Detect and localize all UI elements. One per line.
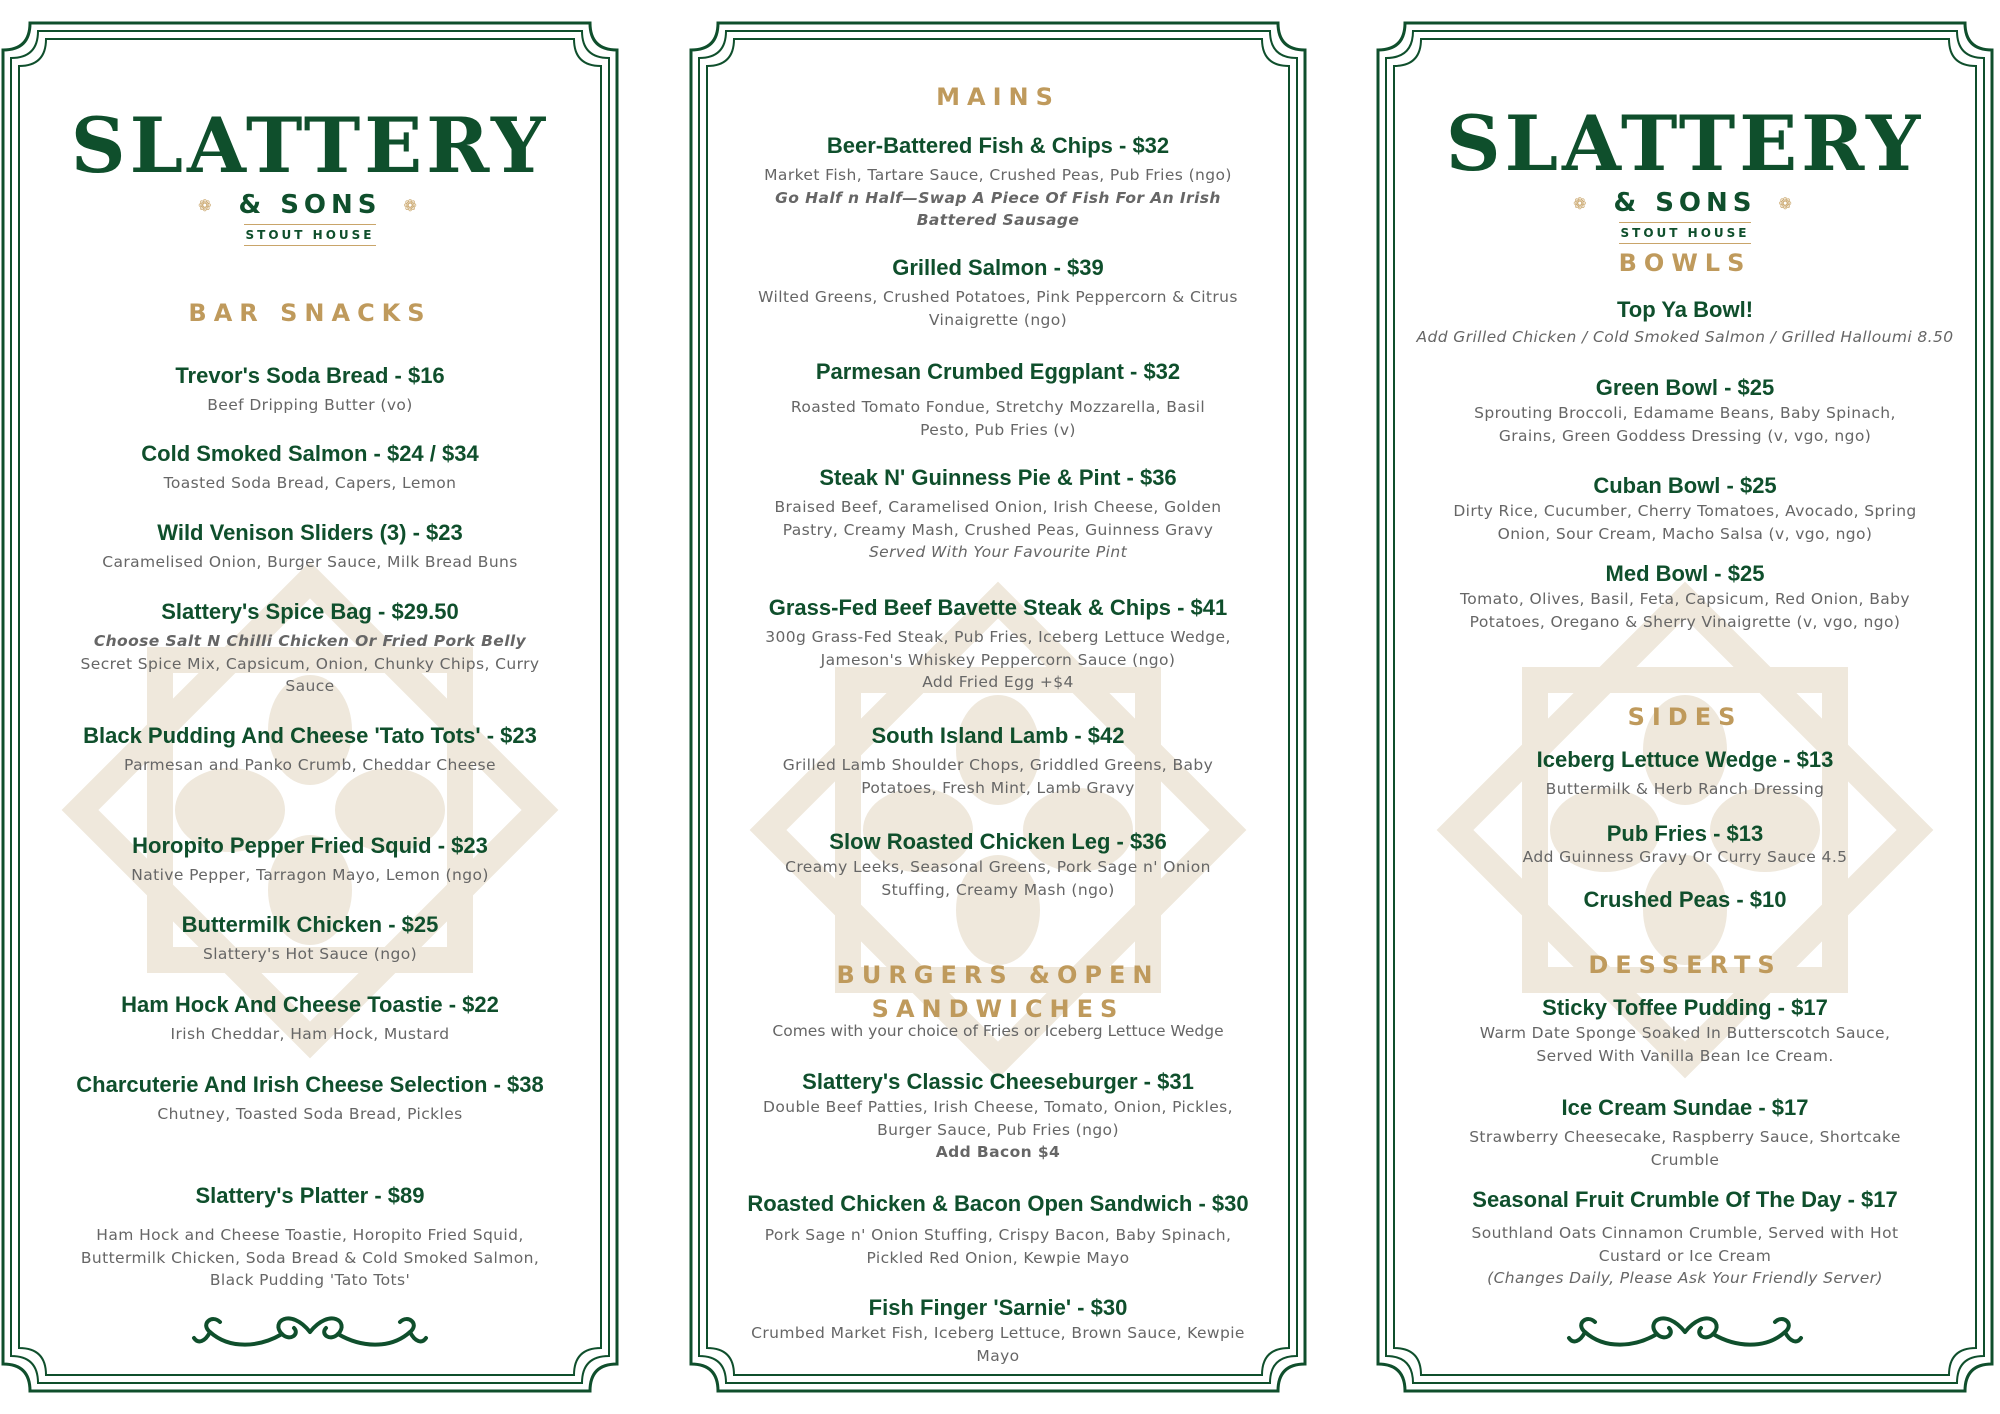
- section-title-bowls: BOWLS: [1618, 249, 1752, 277]
- item-name: Crushed Peas - $10: [1583, 887, 1787, 912]
- item-desc: Toasted Soda Bread, Capers, Lemon: [163, 474, 457, 492]
- item-name: Steak N' Guinness Pie & Pint - $36: [819, 465, 1177, 490]
- rose-icon: ❁: [403, 196, 422, 215]
- menu-item: [728, 1294, 1268, 1367]
- item-note: Add Grilled Chicken / Cold Smoked Salmon / Grilled Halloumi 8.50: [1416, 328, 1954, 346]
- item-desc: Slattery's Hot Sauce (ngo): [202, 945, 418, 963]
- item-name: Top Ya Bowl!: [1616, 297, 1754, 322]
- item-desc: Native Pepper, Tarragon Mayo, Lemon (ngo): [131, 866, 489, 884]
- menu-item: [728, 594, 1268, 694]
- item-name: Sticky Toffee Pudding - $17: [1542, 995, 1828, 1020]
- item-name: Grilled Salmon - $39: [892, 255, 1104, 280]
- item-name: Buttermilk Chicken - $25: [181, 912, 439, 937]
- item-desc: Beef Dripping Butter (vo): [207, 396, 413, 414]
- item-name: Slattery's Platter - $89: [195, 1183, 425, 1208]
- menu-item: [1415, 746, 1955, 801]
- item-extra: Add Fried Egg +$4: [922, 673, 1074, 691]
- item-desc: Southland Oats Cinnamon Crumble, Served with Hot Custard or Ice Cream: [1471, 1224, 1899, 1265]
- item-desc: Strawberry Cheesecake, Raspberry Sauce, Shortcake Crumble: [1469, 1128, 1901, 1169]
- item-desc: Ham Hock and Cheese Toastie, Horopito Fried Squid, Buttermilk Chicken, Soda Bread & Cold Smoked Salmon, Black Pudding 'Tato Tots': [80, 1226, 540, 1289]
- menu-item: [1415, 886, 1955, 914]
- menu-item: [728, 254, 1268, 331]
- menu-item: [40, 991, 580, 1046]
- section-title-desserts: DESSERTS: [1588, 951, 1782, 979]
- item-desc: Irish Cheddar, Ham Hock, Mustard: [170, 1025, 450, 1043]
- menu-item: [40, 598, 580, 698]
- item-name: Horopito Pepper Fried Squid - $23: [132, 833, 488, 858]
- section-note: Comes with your choice of Fries or Iceberg Lettuce Wedge: [772, 1022, 1224, 1040]
- menu-item: [40, 832, 580, 887]
- item-name: Grass-Fed Beef Bavette Steak & Chips - $41: [768, 595, 1228, 620]
- item-desc: Grilled Lamb Shoulder Chops, Griddled Greens, Baby Potatoes, Fresh Mint, Lamb Gravy: [782, 756, 1214, 797]
- menu-item: [1415, 1186, 1955, 1290]
- item-name: Pub Fries - $13: [1606, 821, 1764, 846]
- item-desc: Wilted Greens, Crushed Potatoes, Pink Peppercorn & Citrus Vinaigrette (ngo): [758, 288, 1238, 329]
- item-name: Fish Finger 'Sarnie' - $30: [868, 1295, 1128, 1320]
- item-name: South Island Lamb - $42: [871, 723, 1125, 748]
- item-addon: Add Bacon $4: [935, 1143, 1061, 1161]
- brand-name: SLATTERY: [1445, 99, 1925, 188]
- item-desc: Roasted Tomato Fondue, Stretchy Mozzarella, Basil Pesto, Pub Fries (v): [790, 398, 1206, 439]
- item-desc: Dirty Rice, Cucumber, Cherry Tomatoes, Avocado, Spring Onion, Sour Cream, Macho Salsa (v, vgo, ngo): [1453, 502, 1917, 543]
- item-desc: Warm Date Sponge Soaked In Butterscotch Sauce, Served With Vanilla Bean Ice Cream.: [1479, 1024, 1891, 1065]
- brand-name: SLATTERY: [70, 101, 550, 190]
- section-title-mains: MAINS: [936, 83, 1060, 111]
- menu-panel-bowls-sides-desserts: [1375, 20, 1995, 1394]
- item-desc: Parmesan and Panko Crumb, Cheddar Cheese: [124, 756, 496, 774]
- item-desc: Creamy Leeks, Seasonal Greens, Pork Sage n' Onion Stuffing, Creamy Mash (ngo): [785, 858, 1211, 899]
- section-title-bar-snacks: BAR SNACKS: [188, 299, 432, 327]
- item-name: Slow Roasted Chicken Leg - $36: [829, 829, 1167, 854]
- item-name: Charcuterie And Irish Cheese Selection - $38: [76, 1072, 544, 1097]
- item-name: Slattery's Classic Cheeseburger - $31: [802, 1069, 1194, 1094]
- item-desc: Crumbed Market Fish, Iceberg Lettuce, Brown Sauce, Kewpie Mayo: [751, 1324, 1245, 1365]
- menu-item: [40, 911, 580, 966]
- menu-item: [728, 722, 1268, 799]
- item-desc: Chutney, Toasted Soda Bread, Pickles: [157, 1105, 463, 1123]
- item-note: Served With Your Favourite Pint: [868, 543, 1128, 561]
- item-name: Ice Cream Sundae - $17: [1561, 1095, 1809, 1120]
- item-name: Iceberg Lettuce Wedge - $13: [1536, 747, 1834, 772]
- menu-item: [1415, 374, 1955, 447]
- menu-item: [728, 828, 1268, 901]
- menu-item: [1415, 472, 1955, 545]
- brand-amp: & SONS: [238, 190, 382, 220]
- menu-item: [40, 519, 580, 574]
- brand-amp: & SONS: [1613, 188, 1757, 218]
- item-desc: Add Guinness Gravy Or Curry Sauce 4.5: [1522, 848, 1848, 866]
- section-title-burgers: BURGERS &OPEN SANDWICHES: [836, 961, 1160, 1023]
- item-name: Slattery's Spice Bag - $29.50: [161, 599, 459, 624]
- section-title-sides: SIDES: [1627, 703, 1743, 731]
- item-desc: 300g Grass-Fed Steak, Pub Fries, Iceberg Lettuce Wedge, Jameson's Whiskey Peppercorn Sauce (ngo): [765, 628, 1231, 669]
- item-desc: Tomato, Olives, Basil, Feta, Capsicum, Red Onion, Baby Potatoes, Oregano & Sherry Vinaigrette (v, vgo, ngo): [1460, 590, 1910, 631]
- item-name: Ham Hock And Cheese Toastie - $22: [121, 992, 499, 1017]
- menu-item: [728, 464, 1268, 564]
- item-note: Choose Salt N Chilli Chicken Or Fried Pork Belly: [93, 632, 527, 650]
- item-note: Go Half n Half—Swap A Piece Of Fish For An Irish Battered Sausage: [775, 188, 1221, 229]
- menu-item: [1415, 296, 1955, 349]
- item-name: Cuban Bowl - $25: [1593, 473, 1777, 498]
- menu-item: [728, 358, 1268, 441]
- item-name: Cold Smoked Salmon - $24 / $34: [141, 441, 479, 466]
- item-desc: Pork Sage n' Onion Stuffing, Crispy Bacon, Baby Spinach, Pickled Red Onion, Kewpie Mayo: [764, 1226, 1232, 1267]
- item-desc: Buttermilk & Herb Ranch Dressing: [1545, 780, 1825, 798]
- brand-sub: STOUT HOUSE: [1619, 222, 1752, 244]
- item-name: Parmesan Crumbed Eggplant - $32: [815, 359, 1181, 384]
- flourish-ornament: [190, 1302, 430, 1362]
- item-name: Roasted Chicken & Bacon Open Sandwich - $30: [747, 1191, 1249, 1216]
- item-desc: Braised Beef, Caramelised Onion, Irish Cheese, Golden Pastry, Creamy Mash, Crushed Peas, Guinness Gravy: [774, 498, 1222, 539]
- menu-item: [728, 1068, 1268, 1164]
- rose-icon: ❁: [1573, 194, 1592, 213]
- item-name: Wild Venison Sliders (3) - $23: [157, 520, 463, 545]
- item-desc: Sprouting Broccoli, Edamame Beans, Baby Spinach, Grains, Green Goddess Dressing (v, vgo, ngo): [1474, 404, 1896, 445]
- menu-item: [40, 722, 580, 777]
- menu-item: [40, 1071, 580, 1126]
- menu-panel-mains: [688, 20, 1308, 1394]
- item-name: Beer-Battered Fish & Chips - $32: [826, 133, 1170, 158]
- item-name: Seasonal Fruit Crumble Of The Day - $17: [1472, 1187, 1898, 1212]
- menu-item: [728, 1190, 1268, 1269]
- menu-panel-bar-snacks: [0, 20, 620, 1394]
- menu-item: [728, 132, 1268, 232]
- item-desc: Secret Spice Mix, Capsicum, Onion, Chunky Chips, Curry Sauce: [80, 654, 540, 695]
- item-desc: Double Beef Patties, Irish Cheese, Tomato, Onion, Pickles, Burger Sauce, Pub Fries (ngo): [763, 1098, 1233, 1139]
- menu-item: [1415, 820, 1955, 869]
- rose-icon: ❁: [1778, 194, 1797, 213]
- brand-logo: [0, 101, 620, 246]
- menu-item: [1415, 1094, 1955, 1171]
- item-name: Trevor's Soda Bread - $16: [175, 363, 445, 388]
- item-name: Med Bowl - $25: [1605, 561, 1765, 586]
- item-desc: Market Fish, Tartare Sauce, Crushed Peas, Pub Fries (ngo): [764, 166, 1232, 184]
- menu-item: [1415, 560, 1955, 633]
- menu-item: [40, 362, 580, 417]
- menu-item: [40, 440, 580, 495]
- menu-item: [1415, 994, 1955, 1067]
- brand-logo: [1375, 99, 1995, 244]
- flourish-ornament: [1565, 1302, 1805, 1362]
- item-note: (Changes Daily, Please Ask Your Friendly Server): [1487, 1269, 1883, 1287]
- item-name: Black Pudding And Cheese 'Tato Tots' - $23: [83, 723, 537, 748]
- item-desc: Caramelised Onion, Burger Sauce, Milk Bread Buns: [102, 553, 518, 571]
- rose-icon: ❁: [198, 196, 217, 215]
- menu-item: [40, 1182, 580, 1292]
- brand-sub: STOUT HOUSE: [244, 224, 377, 246]
- item-name: Green Bowl - $25: [1595, 375, 1775, 400]
